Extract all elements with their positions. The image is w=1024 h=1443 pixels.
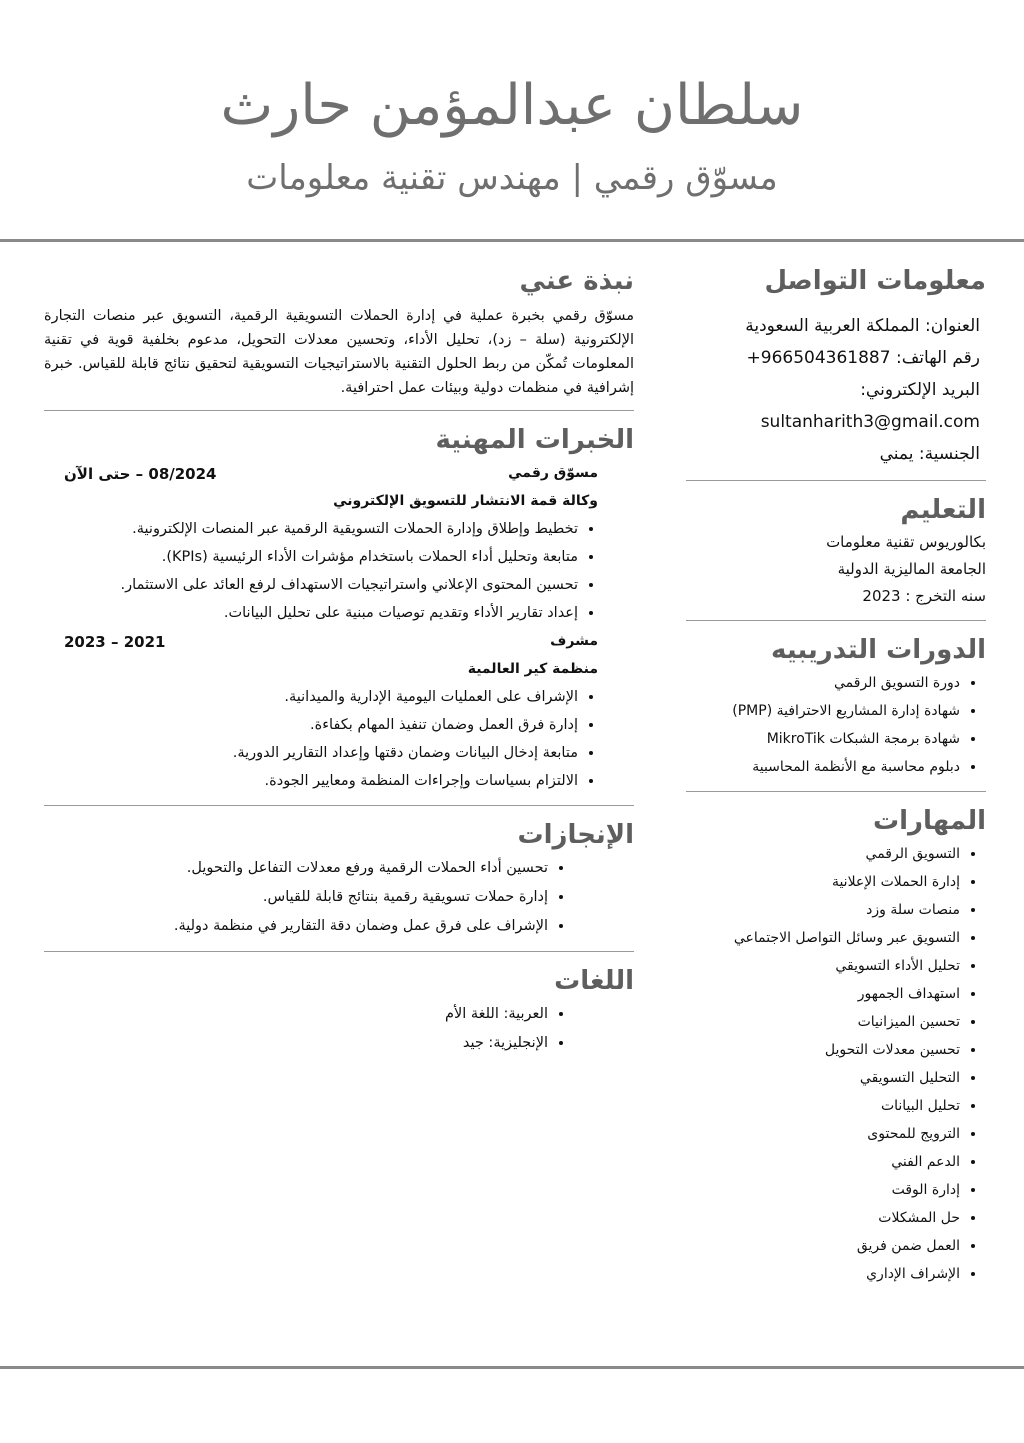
list-item: • منصات سلة وزد [686, 896, 960, 924]
list-item: • التحليل التسويقي [686, 1064, 960, 1092]
list-item: • شهادة إدارة المشاريع الاحترافية (PMP) [686, 697, 960, 725]
job-header [44, 633, 634, 657]
list-item: • تحليل البيانات [686, 1092, 960, 1120]
contact-title: معلومات التواصل [764, 266, 986, 296]
list-item: • إعداد تقارير الأداء وتقديم توصيات مبنية على تحليل البيانات. [44, 599, 578, 627]
languages-list [44, 1000, 634, 1058]
list-item: • إدارة الوقت [686, 1176, 960, 1204]
achievements-list [44, 854, 634, 941]
list-item: • تحسين المحتوى الإعلاني واستراتيجيات الاستهداف لرفع العائد على الاستثمار. [44, 571, 578, 599]
job-bullets [44, 515, 634, 627]
contact-phone: رقم الهاتف: 966504361887+ [746, 348, 980, 368]
languages-section [44, 962, 634, 1058]
main-divider [44, 951, 634, 952]
skills-list [686, 840, 986, 1288]
list-item: • تحسين الميزانيات [686, 1008, 960, 1036]
skills-section [686, 802, 986, 1288]
job-dates: 08/2024 – حتى الآن [64, 465, 217, 483]
list-item: • دبلوم محاسبة مع الأنظمة المحاسبية [686, 753, 960, 781]
job-title: مشرف [550, 633, 598, 649]
list-item: • شهادة برمجة الشبكات MikroTik [686, 725, 960, 753]
list-item: • التسويق الرقمي [686, 840, 960, 868]
list-item: • الإشراف على العمليات اليومية الإدارية والميدانية. [44, 683, 578, 711]
education-section [686, 491, 986, 610]
list-item: • تحليل الأداء التسويقي [686, 952, 960, 980]
about-text: مسوّق رقمي بخبرة عملية في إدارة الحملات التسويقية الرقمية، التسويق عبر منصات التجارة الإلكترونية (سلة – زد)، تحليل الأداء، وتحسين معدلات التحويل، مدعوم بخلفية قوية في تقنية المعلومات تُمكّن من ربط الحلول التقنية بالاستراتيجيات التسويقية لتحقيق نتائج قابلة للقياس. خبرة إشرافية في منظمات دولية وبيئات عمل احترافية. [44, 308, 634, 396]
courses-section [686, 631, 986, 781]
education-university: الجامعة الماليزية الدولية [837, 560, 986, 578]
list-item: • إدارة الحملات الإعلانية [686, 868, 960, 896]
list-item: • تحسين أداء الحملات الرقمية ورفع معدلات التفاعل والتحويل. [44, 854, 548, 883]
bottom-divider [0, 1366, 1024, 1369]
sidebar-divider [686, 791, 986, 792]
job-header [44, 465, 634, 489]
achievements-section [44, 816, 634, 941]
list-item: • استهداف الجمهور [686, 980, 960, 1008]
list-item: • متابعة وتحليل أداء الحملات باستخدام مؤشرات الأداء الرئيسية (KPIs). [44, 543, 578, 571]
list-item: • تحسين معدلات التحويل [686, 1036, 960, 1064]
main-divider [44, 410, 634, 411]
list-item: • الالتزام بسياسات وإجراءات المنظمة ومعايير الجودة. [44, 767, 578, 795]
contact-email[interactable]: sultanharith3@gmail.com [760, 412, 980, 432]
contact-nationality: الجنسية: يمني [879, 444, 980, 464]
experience-section [44, 421, 634, 795]
education-title: التعليم [900, 495, 986, 525]
sidebar [686, 262, 986, 1288]
list-item: • التسويق عبر وسائل التواصل الاجتماعي [686, 924, 960, 952]
job-organization: منظمة كير العالمية [467, 661, 598, 677]
list-item: • الإشراف على فرق عمل وضمان دقة التقارير في منظمة دولية. [44, 912, 548, 941]
list-item: • الإشراف الإداري [686, 1260, 960, 1288]
list-item: • العمل ضمن فريق [686, 1232, 960, 1260]
candidate-subtitle: مسوّق رقمي | مهندس تقنية معلومات [246, 158, 778, 198]
list-item: • إدارة فرق العمل وضمان تنفيذ المهام بكفاءة. [44, 711, 578, 739]
contact-address: العنوان: المملكة العربية السعودية [745, 316, 980, 336]
list-item: • دورة التسويق الرقمي [686, 669, 960, 697]
courses-title: الدورات التدريبيه [771, 635, 986, 665]
list-item: • العربية: اللغة الأم [44, 1000, 548, 1029]
experience-title: الخبرات المهنية [435, 425, 634, 455]
skills-title: المهارات [872, 806, 986, 836]
achievements-title: الإنجازات [517, 820, 634, 850]
list-item: • متابعة إدخال البيانات وضمان دقتها وإعداد التقارير الدورية. [44, 739, 578, 767]
list-item: • إدارة حملات تسويقية رقمية بنتائج قابلة للقياس. [44, 883, 548, 912]
candidate-name: سلطان عبدالمؤمن حارث [220, 73, 804, 138]
about-section [44, 262, 634, 400]
languages-title: اللغات [554, 966, 634, 996]
contact-email-label: البريد الإلكتروني: [860, 380, 980, 400]
main-divider [44, 805, 634, 806]
top-divider [0, 239, 1024, 242]
list-item: • الترويج للمحتوى [686, 1120, 960, 1148]
main-column [44, 262, 634, 1058]
sidebar-divider [686, 620, 986, 621]
job-organization: وكالة قمة الانتشار للتسويق الإلكتروني [333, 493, 598, 509]
job-dates: 2021 – 2023 [64, 633, 166, 651]
education-graduation: سنه التخرج : 2023 [862, 587, 986, 605]
job-bullets [44, 683, 634, 795]
list-item: • تخطيط وإطلاق وإدارة الحملات التسويقية الرقمية عبر المنصات الإلكترونية. [44, 515, 578, 543]
education-degree: بكالوريوس تقنية معلومات [826, 533, 986, 551]
job-title: مسوّق رقمي [508, 465, 598, 481]
sidebar-divider [686, 480, 986, 481]
list-item: • حل المشكلات [686, 1204, 960, 1232]
contact-section [686, 262, 986, 470]
about-title: نبذة عني [519, 266, 634, 296]
resume-header [0, 0, 1024, 240]
list-item: • الدعم الفني [686, 1148, 960, 1176]
list-item: • الإنجليزية: جيد [44, 1029, 548, 1058]
courses-list [686, 669, 986, 781]
